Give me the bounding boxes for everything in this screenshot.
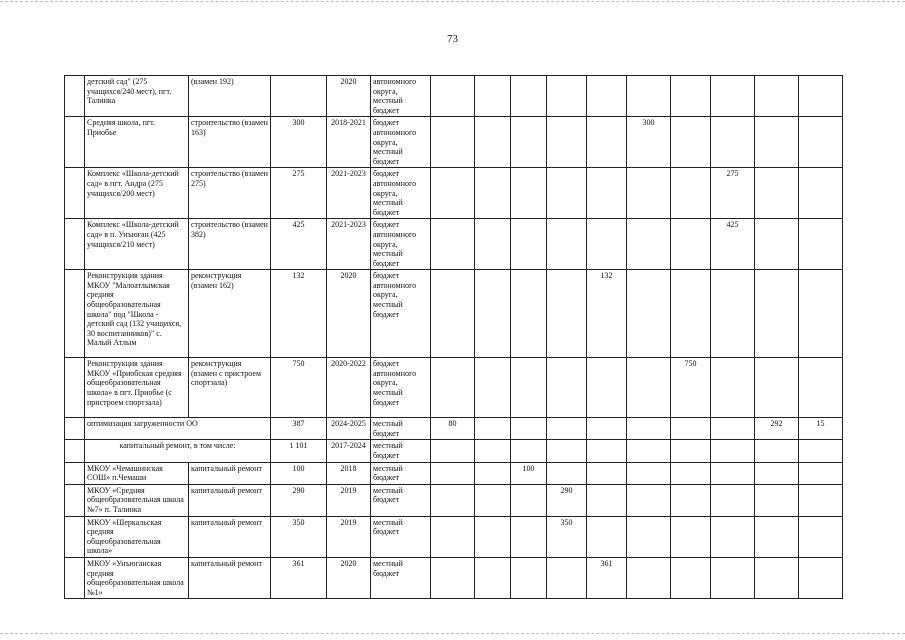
year-value-cell	[475, 76, 511, 117]
year-value-cell	[627, 440, 671, 462]
object-name-cell: детский сад" (275 учащихся/240 мест), пгт. Талинка	[85, 76, 189, 117]
year-value-cell	[671, 484, 711, 516]
object-name-cell: МКОУ «Чемашинская СОШ» п.Чемаши	[85, 462, 189, 484]
year-value-cell	[671, 516, 711, 557]
year-value-cell	[799, 440, 843, 462]
row-number-cell	[65, 76, 85, 117]
year-value-cell	[511, 76, 547, 117]
year-value-cell	[671, 558, 711, 599]
year-value-cell	[627, 76, 671, 117]
year-value-cell	[511, 270, 547, 358]
object-name-cell: МКОУ «Шеркальская средняя общеобразовательная школа»	[85, 516, 189, 557]
year-value-cell: 275	[711, 168, 755, 219]
year-value-cell: 300	[627, 117, 671, 168]
year-value-cell	[587, 418, 627, 440]
year-value-cell	[587, 462, 627, 484]
funding-source-cell: местный бюджет	[371, 484, 431, 516]
year-value-cell	[711, 484, 755, 516]
work-type-cell: капитальный ремонт	[189, 558, 271, 599]
year-value-cell	[475, 558, 511, 599]
capacity-cell: 361	[271, 558, 327, 599]
year-value-cell	[511, 484, 547, 516]
year-value-cell: 15	[799, 418, 843, 440]
year-value-cell	[671, 440, 711, 462]
year-value-cell	[627, 418, 671, 440]
table-row	[65, 168, 861, 219]
year-value-cell	[475, 270, 511, 358]
year-value-cell	[587, 358, 627, 418]
capacity-cell: 387	[271, 418, 327, 440]
year-value-cell	[671, 418, 711, 440]
year-value-cell	[671, 462, 711, 484]
year-value-cell	[475, 516, 511, 557]
year-value-cell	[627, 270, 671, 358]
period-cell: 2020-2022	[327, 358, 371, 418]
capacity-cell: 1 101	[271, 440, 327, 462]
year-value-cell	[547, 76, 587, 117]
year-value-cell	[547, 462, 587, 484]
year-value-cell: 80	[431, 418, 475, 440]
year-value-cell	[587, 484, 627, 516]
year-value-cell	[431, 76, 475, 117]
year-value-cell	[431, 358, 475, 418]
year-value-cell	[627, 358, 671, 418]
work-type-cell: строительство (взамен 382)	[189, 219, 271, 270]
year-value-cell	[711, 358, 755, 418]
period-cell: 2019	[327, 516, 371, 557]
year-value-cell	[671, 219, 711, 270]
page-number: 73	[447, 33, 458, 45]
year-value-cell	[711, 76, 755, 117]
year-value-cell	[799, 516, 843, 557]
period-cell: 2021-2023	[327, 168, 371, 219]
year-value-cell	[755, 558, 799, 599]
year-value-cell	[711, 462, 755, 484]
year-value-cell	[475, 117, 511, 168]
funding-source-cell: бюджет автономного округа, местный бюджет	[371, 168, 431, 219]
object-name-cell: Реконструкция здания МКОУ "Малоатлымская средняя общеобразовательная школа" под "Школа - детский сад (132 учащихся, 30 воспитанников)" с. Малый Атлым	[85, 270, 189, 358]
year-value-cell	[587, 516, 627, 557]
capacity-cell	[271, 76, 327, 117]
year-value-cell	[431, 462, 475, 484]
period-cell: 2024-2025	[327, 418, 371, 440]
year-value-cell	[755, 270, 799, 358]
capacity-cell: 100	[271, 462, 327, 484]
year-value-cell	[587, 168, 627, 219]
row-number-cell	[65, 117, 85, 168]
work-type-cell: реконструкция (взамен с пристроем спортзала)	[189, 358, 271, 418]
funding-source-cell: бюджет автономного округа, местный бюджет	[371, 117, 431, 168]
period-cell: 2017-2024	[327, 440, 371, 462]
funding-source-cell: бюджет автономного округа, местный бюджет	[371, 270, 431, 358]
year-value-cell	[627, 516, 671, 557]
year-value-cell	[799, 219, 843, 270]
year-value-cell	[711, 270, 755, 358]
year-value-cell	[799, 462, 843, 484]
year-value-cell	[431, 117, 475, 168]
year-value-cell	[431, 558, 475, 599]
year-value-cell	[511, 418, 547, 440]
object-name-cell: оптимизация загруженности ОО	[85, 418, 271, 440]
work-type-cell: строительство (взамен 275)	[189, 168, 271, 219]
period-cell: 2018	[327, 462, 371, 484]
period-cell: 2019	[327, 484, 371, 516]
year-value-cell	[431, 484, 475, 516]
period-cell: 2020	[327, 76, 371, 117]
year-value-cell: 132	[587, 270, 627, 358]
period-cell: 2018-2021	[327, 117, 371, 168]
year-value-cell	[755, 440, 799, 462]
year-value-cell	[511, 168, 547, 219]
row-number-cell	[65, 168, 85, 219]
year-value-cell	[799, 358, 843, 418]
bottom-scan-rule	[0, 633, 905, 634]
year-value-cell	[627, 484, 671, 516]
capacity-cell: 132	[271, 270, 327, 358]
row-number-cell	[65, 270, 85, 358]
year-value-cell	[475, 418, 511, 440]
year-value-cell	[511, 117, 547, 168]
year-value-cell	[475, 484, 511, 516]
year-value-cell: 100	[511, 462, 547, 484]
period-cell: 2020	[327, 558, 371, 599]
funding-source-cell: местный бюджет	[371, 516, 431, 557]
investment-table	[64, 75, 861, 599]
year-value-cell	[511, 516, 547, 557]
period-cell: 2020	[327, 270, 371, 358]
year-value-cell	[799, 558, 843, 599]
year-value-cell	[547, 168, 587, 219]
funding-source-cell: местный бюджет	[371, 462, 431, 484]
row-number-cell	[65, 219, 85, 270]
year-value-cell	[587, 76, 627, 117]
year-value-cell	[671, 270, 711, 358]
table-row	[65, 440, 861, 462]
work-type-cell: строительство (взамен 163)	[189, 117, 271, 168]
year-value-cell	[587, 219, 627, 270]
year-value-cell	[431, 219, 475, 270]
year-value-cell	[547, 270, 587, 358]
row-number-cell	[65, 418, 85, 440]
object-name-cell: Комплекс «Школа-детский сад» в пгт. Андра (275 учащихся/200 мест)	[85, 168, 189, 219]
year-value-cell	[627, 462, 671, 484]
row-number-cell	[65, 516, 85, 557]
year-value-cell	[431, 270, 475, 358]
year-value-cell	[671, 168, 711, 219]
table-row	[65, 516, 861, 557]
year-value-cell	[475, 462, 511, 484]
table-row	[65, 270, 861, 358]
table-row	[65, 76, 861, 117]
funding-source-cell: бюджет автономного округа, местный бюджет	[371, 358, 431, 418]
work-type-cell: капитальный ремонт	[189, 484, 271, 516]
year-value-cell	[711, 117, 755, 168]
row-number-cell	[65, 440, 85, 462]
capacity-cell: 750	[271, 358, 327, 418]
work-type-cell: капитальный ремонт	[189, 516, 271, 557]
year-value-cell	[627, 168, 671, 219]
year-value-cell	[755, 462, 799, 484]
year-value-cell	[431, 168, 475, 219]
year-value-cell: 350	[547, 516, 587, 557]
year-value-cell	[475, 168, 511, 219]
object-name-cell: Реконструкция здания МКОУ «Приобская средняя общеобразовательная школа» в пгт. Приобье (с пристроем спортзала)	[85, 358, 189, 418]
table-row	[65, 484, 861, 516]
year-value-cell	[511, 358, 547, 418]
top-scan-rule	[0, 1, 905, 2]
row-number-cell	[65, 484, 85, 516]
year-value-cell	[711, 418, 755, 440]
period-cell: 2021-2023	[327, 219, 371, 270]
year-value-cell	[755, 358, 799, 418]
year-value-cell	[711, 558, 755, 599]
row-number-cell	[65, 358, 85, 418]
year-value-cell	[671, 76, 711, 117]
year-value-cell	[755, 516, 799, 557]
funding-source-cell: местный бюджет	[371, 558, 431, 599]
year-value-cell	[587, 117, 627, 168]
funding-source-cell: местный бюджет	[371, 440, 431, 462]
year-value-cell	[755, 76, 799, 117]
year-value-cell	[711, 516, 755, 557]
year-value-cell	[755, 168, 799, 219]
table-row	[65, 219, 861, 270]
capacity-cell: 275	[271, 168, 327, 219]
object-name-cell: МКОУ «Средняя общеобразовательная школа №7» п. Талинка	[85, 484, 189, 516]
year-value-cell	[627, 219, 671, 270]
year-value-cell	[547, 418, 587, 440]
year-value-cell	[799, 76, 843, 117]
year-value-cell	[547, 117, 587, 168]
work-type-cell: реконструкция (взамен 162)	[189, 270, 271, 358]
funding-source-cell: автономного округа, местный бюджет	[371, 76, 431, 117]
year-value-cell	[431, 440, 475, 462]
year-value-cell	[627, 558, 671, 599]
year-value-cell	[547, 219, 587, 270]
table-row	[65, 418, 861, 440]
year-value-cell	[799, 484, 843, 516]
year-value-cell	[671, 117, 711, 168]
work-type-cell: (взамен 192)	[189, 76, 271, 117]
year-value-cell	[511, 219, 547, 270]
year-value-cell	[711, 440, 755, 462]
year-value-cell	[799, 117, 843, 168]
year-value-cell	[547, 440, 587, 462]
capacity-cell: 350	[271, 516, 327, 557]
table-row	[65, 558, 861, 599]
object-name-cell: капитальный ремонт, в том числе:	[85, 440, 271, 462]
year-value-cell	[799, 168, 843, 219]
year-value-cell	[755, 484, 799, 516]
capacity-cell: 425	[271, 219, 327, 270]
object-name-cell: Средняя школа, пгт. Приобье	[85, 117, 189, 168]
year-value-cell	[547, 558, 587, 599]
year-value-cell	[799, 270, 843, 358]
object-name-cell: МКОУ «Унъюганская средняя общеобразовательная школа №1»	[85, 558, 189, 599]
year-value-cell	[587, 440, 627, 462]
year-value-cell	[755, 117, 799, 168]
year-value-cell	[755, 219, 799, 270]
object-name-cell: Комплекс «Школа-детский сад» в п. Унъюган (425 учащихся/210 мест)	[85, 219, 189, 270]
year-value-cell	[431, 516, 475, 557]
table-row	[65, 117, 861, 168]
funding-source-cell: местный бюджет	[371, 418, 431, 440]
capacity-cell: 300	[271, 117, 327, 168]
year-value-cell: 425	[711, 219, 755, 270]
funding-source-cell: бюджет автономного округа, местный бюджет	[371, 219, 431, 270]
table-row	[65, 358, 861, 418]
capacity-cell: 290	[271, 484, 327, 516]
year-value-cell	[475, 358, 511, 418]
year-value-cell	[511, 440, 547, 462]
year-value-cell	[547, 358, 587, 418]
year-value-cell	[511, 558, 547, 599]
work-type-cell: капитальный ремонт	[189, 462, 271, 484]
year-value-cell	[475, 440, 511, 462]
table-row	[65, 462, 861, 484]
year-value-cell: 750	[671, 358, 711, 418]
year-value-cell: 290	[547, 484, 587, 516]
row-number-cell	[65, 558, 85, 599]
year-value-cell: 361	[587, 558, 627, 599]
year-value-cell: 292	[755, 418, 799, 440]
year-value-cell	[475, 219, 511, 270]
row-number-cell	[65, 462, 85, 484]
